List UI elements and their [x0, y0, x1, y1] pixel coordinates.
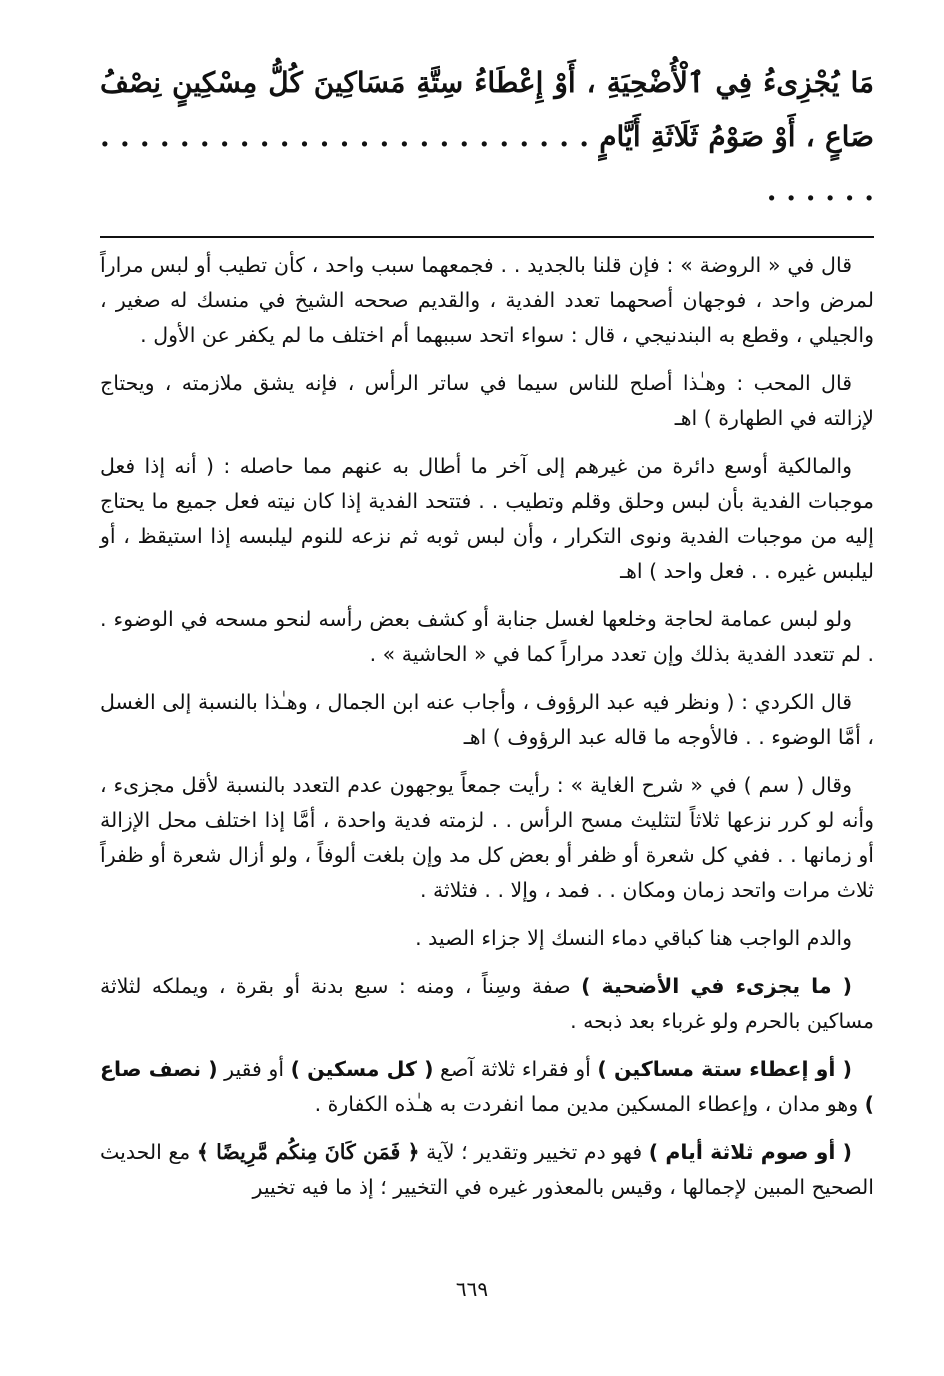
- quoted-main-text: ( ما يجزىء في الأضحية ): [581, 974, 852, 998]
- commentary-paragraph-9: [100, 1052, 874, 1122]
- main-text-dots: . . . . . . . . . . . . . . . . . . . . . . . . . . . . . .: [100, 120, 874, 207]
- quoted-main-text: ( نصف صاع ): [100, 1057, 874, 1116]
- commentary-paragraph-10: [100, 1135, 874, 1205]
- quoted-main-text: ( كل مسكين ): [290, 1057, 434, 1081]
- explanation-text: صفة وسِناً ، ومنه : سبع بدنة أو بقرة ، ويملكه لثلاثة مساكين بالحرم ولو غرباء بعد ذبحه .: [100, 974, 874, 1033]
- commentary-paragraph-8: [100, 969, 874, 1039]
- quran-verse: ﴿ فَمَن كَانَ مِنكُم مَّرِيضًا ﴾: [196, 1140, 420, 1164]
- commentary-paragraph-3: والمالكية أوسع دائرة من غيرهم إلى آخر ما أطال به عنهم مما حاصله : ( أنه إذا فعل موجبات الفدية بأن لبس وحلق وقلم وتطيب . . فتتحد الفدية إذا كان نيته فعل جميع ما يحتاج إليه من موجبات الفدية ونوى التكرار ، وأن لبس ثوبه ثم نزعه للنوم ليلبسه إذا استيقظ ، أو ليلبس غيره . . فعل واحد ) اهـ: [100, 454, 874, 583]
- explanation-text: أو فقير: [217, 1057, 291, 1081]
- page-number: ٦٦٩: [455, 1277, 489, 1301]
- quoted-main-text: ( أو إعطاء ستة مساكين ): [597, 1057, 853, 1081]
- explanation-text: أو فقراء ثلاثة آصع: [433, 1057, 598, 1081]
- commentary-paragraph-5: قال الكردي : ( ونظر فيه عبد الرؤوف ، وأجاب عنه ابن الجمال ، وهـٰذا بالنسبة إلى الغسل ، أمَّا الوضوء . . فالأوجه ما قاله عبد الرؤوف ) اهـ: [100, 690, 874, 749]
- main-text: [100, 56, 874, 218]
- commentary-paragraph-6: وقال ( سم ) في « شرح الغاية » : رأيت جمعاً يوجهون عدم التعدد بالنسبة لأقل مجزىء ، وأنه لو كرر نزعها ثلاثاً لتثليث مسح الرأس . . لزمته فدية واحدة ، أمَّا إذا اختلف محل الإزالة أو زمانها . . ففي كل شعرة أو ظفر أو بعض كل مد وإن بلغت ألوفاً ، ولو أزال شعرة أو ظفراً ثلاث مرات واتحد زمان ومكان . . فمد ، وإلا . . فثلاثة .: [100, 773, 874, 902]
- explanation-text: مع الحديث الصحيح المبين لإجمالها ، وقيس بالمعذور غيره في التخيير ؛ إذ ما فيه تخيير: [100, 1140, 874, 1199]
- commentary-paragraph-2: قال المحب : وهـٰذا أصلح للناس سيما في ساتر الرأس ، فإنه يشق ملازمته ، ويحتاج لإزالته في الطهارة ) اهـ: [100, 371, 874, 430]
- explanation-text: وهو مدان ، وإعطاء المسكين مدين مما انفردت به هـٰذه الكفارة .: [314, 1092, 865, 1116]
- commentary-paragraph-4: ولو لبس عمامة لحاجة وخلعها لغسل جنابة أو كشف بعض رأسه لنحو مسحه في الوضوء . . لم تتعدد الفدية بذلك وإن تعدد مراراً كما في « الحاشية » .: [100, 607, 874, 666]
- book-page: [100, 56, 874, 1316]
- separator-line: [100, 236, 874, 238]
- commentary-paragraph-7: والدم الواجب هنا كباقي دماء النسك إلا جزاء الصيد .: [415, 926, 852, 950]
- main-text-line: مَا يُجْزِىءُ فِي ٱلْأُضْحِيَةِ ، أَوْ إِعْطَاءُ سِتَّةِ مَسَاكِينَ كُلُّ مِسْكِينٍ نِصْفُ صَاعٍ ، أَوْ صَوْمُ ثَلَاثَةِ أَيَّامٍ .: [100, 66, 875, 153]
- quoted-main-text: ( أو صوم ثلاثة أيام ): [648, 1140, 852, 1164]
- explanation-text: فهو دم تخيير وتقدير ؛ لآية: [419, 1140, 649, 1164]
- commentary-paragraph-1: قال في « الروضة » : فإن قلنا بالجديد . . فجمعهما سبب واحد ، كأن تطيب أو لبس مراراً لمرض واحد ، فوجهان أصحهما تعدد الفدية ، والقديم صححه الشيخ في منسك له صغير ، والجيلي ، وقطع به البندنيجي ، قال : سواء اتحد سببهما أم اختلف ما لم يكفر عن الأول .: [100, 253, 874, 347]
